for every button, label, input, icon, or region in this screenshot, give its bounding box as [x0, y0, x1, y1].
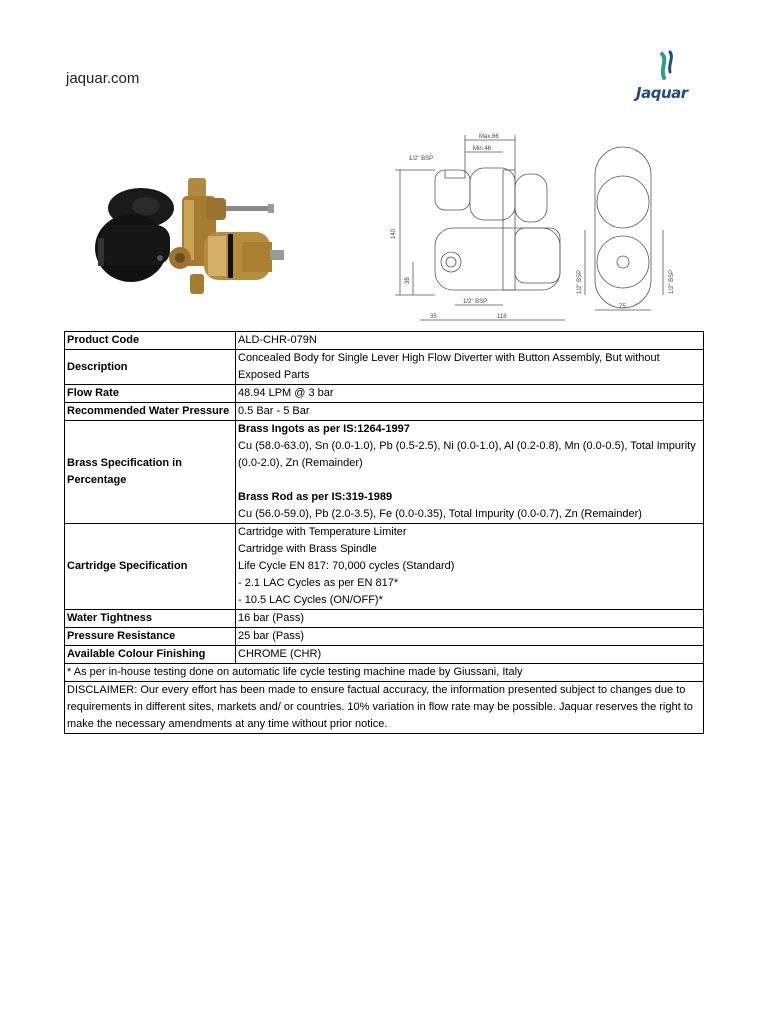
row-pressure-resistance: [65, 628, 704, 646]
pressure-value: 0.5 Bar - 5 Bar: [236, 403, 704, 421]
row-water-tightness: [65, 610, 704, 628]
cartridge-value: [236, 524, 704, 610]
row-footnote: [65, 664, 704, 682]
product-photo: [86, 170, 296, 300]
brass-ingots-value: Cu (58.0-63.0), Sn (0.0-1.0), Pb (0.5-2.5), Ni (0.0-1.0), Al (0.2-0.8), Mn (0.0-0.5), Total Impurity (0.0-2.0), Zn (Remainder): [238, 440, 696, 469]
dim-75-label: 75: [619, 304, 626, 310]
logo-text: Jaquar: [636, 84, 688, 102]
cartridge-line: - 10.5 LAC Cycles (ON/OFF)*: [238, 594, 383, 606]
water-tightness-value: 16 bar (Pass): [236, 610, 704, 628]
footnote: * As per in-house testing done on automatic life cycle testing machine made by Giussani, Italy: [65, 664, 704, 682]
cartridge-line: Cartridge with Brass Spindle: [238, 543, 377, 555]
row-flow-rate: [65, 385, 704, 403]
description-label: Description: [65, 350, 236, 385]
dim-max-label: Max.66: [479, 134, 499, 140]
dim-bsp-side-right-label: 1/2" BSP: [669, 269, 675, 294]
water-tightness-label: Water Tightness: [65, 610, 236, 628]
dim-bsp-bottom-label: 1/2" BSP: [463, 299, 488, 305]
cartridge-line: - 2.1 LAC Cycles as per EN 817*: [238, 577, 399, 589]
cartridge-label: Cartridge Specification: [65, 524, 236, 610]
dim-height-label: 140: [391, 228, 397, 239]
product-code-value: ALD-CHR-079N: [236, 332, 704, 350]
flow-rate-label: Flow Rate: [65, 385, 236, 403]
pressure-label: Recommended Water Pressure: [65, 403, 236, 421]
jaquar-logo: [634, 50, 704, 110]
brass-ingots-title: Brass Ingots as per IS:1264-1997: [238, 423, 410, 435]
pressure-resistance-value: 25 bar (Pass): [236, 628, 704, 646]
cartridge-line: Life Cycle EN 817: 70,000 cycles (Standard): [238, 560, 455, 572]
dim-118-label: 118: [497, 314, 507, 320]
brass-rod-value: Cu (56.0-59.0), Pb (2.0-3.5), Fe (0.0-0.35), Total Impurity (0.0-0.7), Zn (Remainder): [238, 508, 642, 520]
product-code-label: Product Code: [65, 332, 236, 350]
row-cartridge: [65, 524, 704, 610]
dim-bsp-top-label: 1/2" BSP: [409, 156, 434, 162]
technical-drawing: [385, 130, 685, 325]
pressure-resistance-label: Pressure Resistance: [65, 628, 236, 646]
disclaimer: DISCLAIMER: Our every effort has been made to ensure factual accuracy, the information presented subject to changes due to requirements in different sites, markets and/ or countries. 10% variation in flow rate may be possible. Jaquar reserves the right to make the necessary amendments at any time without prior notice.: [65, 682, 704, 734]
row-product-code: [65, 332, 704, 350]
dim-35-label: 35: [430, 314, 437, 320]
cover-plate-image: [95, 188, 174, 282]
row-colour: [65, 646, 704, 664]
flow-rate-value: 48.94 LPM @ 3 bar: [236, 385, 704, 403]
dim-38-label: 38: [405, 277, 411, 284]
spec-table: [64, 331, 704, 734]
site-url: jaquar.com: [66, 70, 140, 87]
row-description: [65, 350, 704, 385]
description-value: Concealed Body for Single Lever High Flow Diverter with Button Assembly, But without Exposed Parts: [236, 350, 704, 385]
dim-bsp-side-left-label: 1/2" BSP: [577, 269, 583, 294]
brass-label: Brass Specification in Percentage: [65, 421, 236, 524]
colour-value: CHROME (CHR): [236, 646, 704, 664]
brass-value: [236, 421, 704, 524]
brass-rod-title: Brass Rod as per IS:319-1989: [238, 491, 393, 503]
cartridge-line: Cartridge with Temperature Limiter: [238, 526, 407, 538]
dim-min-label: Min.46: [473, 146, 492, 152]
brass-body-image: [169, 178, 284, 294]
row-pressure: [65, 403, 704, 421]
row-brass: [65, 421, 704, 524]
colour-label: Available Colour Finishing: [65, 646, 236, 664]
row-disclaimer: [65, 682, 704, 734]
